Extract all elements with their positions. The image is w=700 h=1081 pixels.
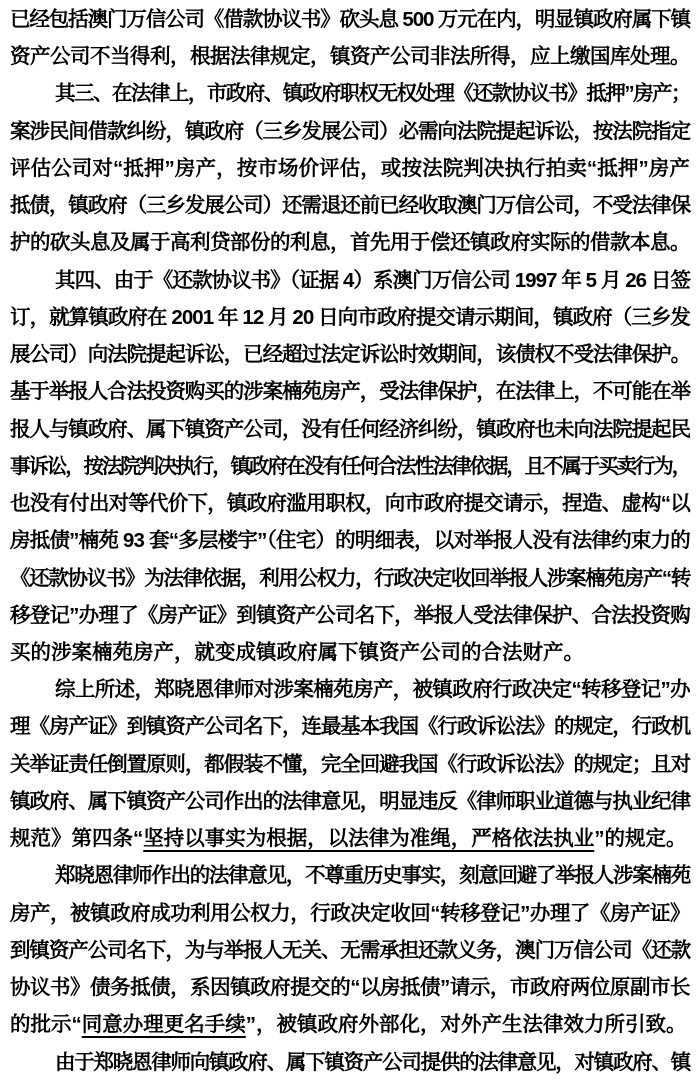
text-line-content <box>10 976 690 999</box>
text-line-content <box>55 82 690 105</box>
text-line <box>10 969 690 1006</box>
text-segment: 到镇资产公司名下，为与举报人无关、无需承担还款义务，澳门万信公司《还款 <box>10 938 691 962</box>
text-line-content <box>10 604 690 627</box>
text-segment: 报人与镇政府、属下镇资产公司，没有任何经济纠纷，镇政府也未向法院提起民 <box>10 417 691 441</box>
text-segment: 移登记”办理了《房产证》到镇资产公司名下，举报人受法律保护、合法投资购 <box>10 603 690 627</box>
text-line <box>10 895 690 932</box>
text-line-content <box>55 864 690 887</box>
text-line <box>55 262 690 299</box>
text-segment: 事诉讼，按法院判决执行，镇政府在没有任何合法性法律依据，且不属于买卖行为， <box>10 454 690 478</box>
text-segment: 资产公司不当得利，根据法律规定，镇资产公司非法所得，应上缴国库处理。 <box>10 45 690 69</box>
text-line <box>10 336 690 373</box>
text-line <box>10 634 690 671</box>
text-segment: 展公司）向法院提起诉讼，已经超过法定诉讼时效期间，该债权不受法律保护。 <box>10 343 691 367</box>
text-line-content <box>10 45 690 68</box>
text-line-content <box>10 567 690 590</box>
text-line-content <box>10 120 690 143</box>
text-line-content <box>55 269 690 292</box>
text-line <box>55 671 690 708</box>
text-segment: 评估公司对“抵押”房产，按市场价评估，或按法院判决执行拍卖“抵押”房产 <box>10 156 690 180</box>
text-line-content <box>10 529 690 552</box>
text-segment: 综上所述，郑晓恩律师对涉案楠苑房产，被镇政府行政决定“转移登记”办 <box>55 678 691 702</box>
text-segment: 《还款协议书》为法律依据，利用公权力，行政决定收回举报人涉案楠苑房产“转 <box>10 566 691 590</box>
text-segment: 房抵债”楠苑 93 套“多层楼宇”（住宅）的明细表，以对举报人没有法律约束力的 <box>10 529 690 553</box>
text-line <box>10 485 690 522</box>
underlined-text-segment: 坚持以事实为根据，以法律为准绳，严格依法执业 <box>143 827 595 851</box>
text-segment: 由于郑晓恩律师向镇政府、属下镇资产公司提供的法律意见，对镇政府、镇 <box>55 1050 690 1074</box>
text-line <box>55 1044 690 1081</box>
text-segment: 其四、由于《还款协议书》（证据 4）系澳门万信公司 1997 年 5 月 26 日签 <box>55 268 691 292</box>
text-line-content <box>10 1013 687 1036</box>
text-segment: ”的规定。 <box>594 827 687 851</box>
text-line <box>55 75 690 112</box>
text-line-content <box>10 753 690 776</box>
text-line <box>10 746 690 783</box>
text-line-content <box>10 194 690 217</box>
text-line-content <box>10 455 690 478</box>
text-line-content <box>10 641 584 664</box>
text-line <box>10 224 690 261</box>
text-segment: 关举证责任倒置原则，都假装不懂，完全回避我国《行政诉讼法》的规定；且对 <box>10 752 691 776</box>
text-segment: 镇政府、属下镇资产公司作出的法律意见，明显违反《律师职业道德与执业纪律 <box>10 789 691 813</box>
text-line-content <box>10 492 690 515</box>
underlined-text-segment: 同意办理更名手续 <box>81 1013 246 1037</box>
text-segment: 也没有付出对等代价下，镇政府滥用职权，向市政府提交请示，捏造、虚构“以 <box>10 492 690 516</box>
text-line <box>10 1006 690 1043</box>
text-line <box>10 597 690 634</box>
text-line <box>10 38 690 75</box>
text-line <box>10 820 690 857</box>
text-line-content <box>10 939 690 962</box>
text-segment: 护的砍头息及属于高利贷部份的利息，首先用于偿还镇政府实际的借款本息。 <box>10 231 690 255</box>
text-line-content <box>10 157 690 180</box>
text-line-content <box>10 231 690 254</box>
text-line-content <box>10 418 690 441</box>
text-segment: 案涉民间借款纠纷，镇政府（三乡发展公司）必需向法院提起诉讼，按法院指定 <box>10 119 691 143</box>
text-line-content <box>55 1051 690 1074</box>
text-line <box>10 187 690 224</box>
text-segment: 的批示“ <box>10 1013 82 1037</box>
text-line <box>10 560 690 597</box>
text-segment: 买的涉案楠苑房产，就变成镇政府属下镇资产公司的合法财产。 <box>10 640 584 664</box>
text-line <box>10 708 690 745</box>
text-line <box>55 857 690 894</box>
text-segment: 订，就算镇政府在 2001 年 12 月 20 日向市政府提交请示期间，镇政府（三乡发 <box>10 305 690 329</box>
text-line-content <box>10 715 690 738</box>
text-line <box>10 448 690 485</box>
text-line <box>10 373 690 410</box>
text-segment: 已经包括澳门万信公司《借款协议书》砍头息 500 万元在内，明显镇政府属下镇 <box>10 8 690 31</box>
text-segment: 其三、在法律上，市政府、镇政府职权无权处理《还款协议书》抵押”房产； <box>55 82 691 106</box>
text-line-content <box>10 306 690 329</box>
text-line <box>10 150 690 187</box>
text-line <box>10 411 690 448</box>
text-segment: 郑晓恩律师作出的法律意见，不尊重历史事实，刻意回避了举报人涉案楠苑 <box>55 864 690 888</box>
text-segment: 规范》第四条“ <box>10 827 144 851</box>
text-line <box>10 783 690 820</box>
text-segment: 基于举报人合法投资购买的涉案楠苑房产，受法律保护，在法律上，不可能在举 <box>10 380 691 404</box>
text-segment: ”，被镇政府外部化，对外产生法律效力所引致。 <box>245 1013 687 1037</box>
text-segment: 抵债，镇政府（三乡发展公司）还需退还前已经收取澳门万信公司，不受法律保 <box>10 194 691 218</box>
text-line-content <box>10 827 687 850</box>
text-segment: 理《房产证》到镇资产公司名下，连最基本我国《行政诉讼法》的规定，行政机 <box>10 715 691 739</box>
text-line <box>10 113 690 150</box>
text-segment: 房产，被镇政府成功利用公权力，行政决定收回“转移登记”办理了《房产证》 <box>10 901 690 925</box>
text-line <box>10 932 690 969</box>
text-line-content <box>10 343 690 366</box>
text-line-content <box>10 8 690 31</box>
text-line-content <box>10 790 690 813</box>
text-line <box>10 299 690 336</box>
text-line <box>10 1 690 38</box>
text-line-content <box>10 380 690 403</box>
text-line-content <box>55 678 690 701</box>
text-segment: 协议书》债务抵债，系因镇政府提交的“以房抵债”请示，市政府两位原副市长 <box>10 976 690 1000</box>
text-line <box>10 522 690 559</box>
text-line-content <box>10 902 690 925</box>
